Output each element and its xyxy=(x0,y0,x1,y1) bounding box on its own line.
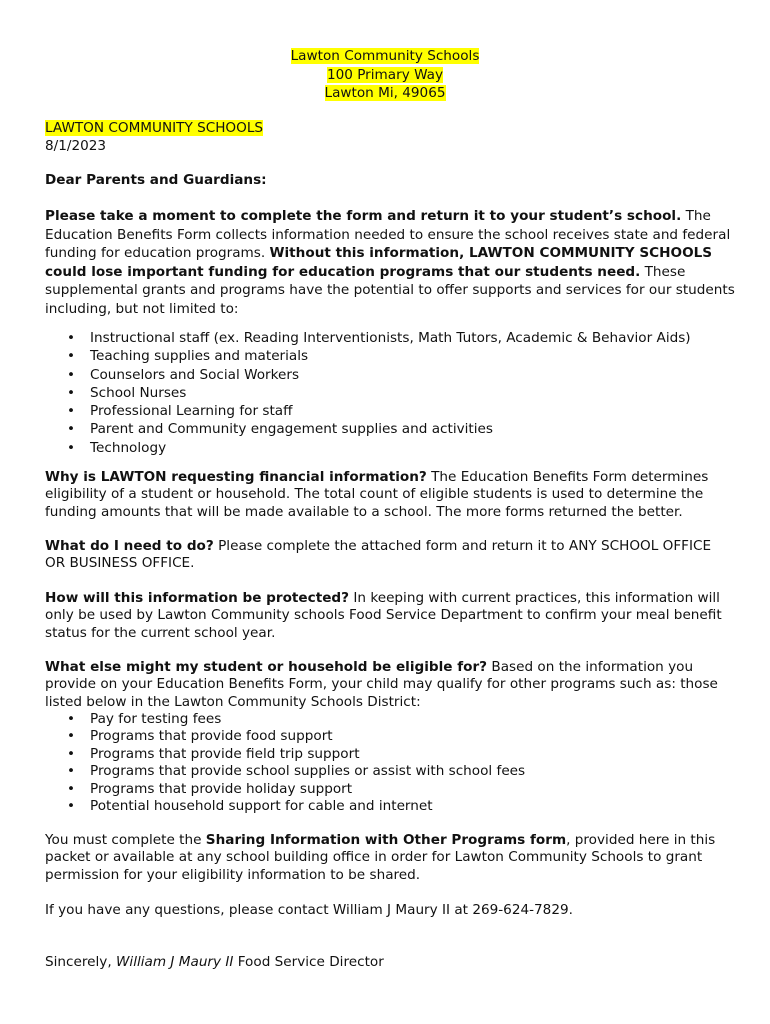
protected-question: How will this information be protected? xyxy=(45,590,350,606)
why-question: Why is LAWTON requesting financial information? xyxy=(45,469,427,485)
questions-paragraph xyxy=(45,902,735,919)
sender-name: LAWTON COMMUNITY SCHOOLS xyxy=(45,120,264,136)
list-item: • School Nurses xyxy=(45,384,735,402)
why-answer: The Education Benefits Form determines eligibility of a student or household. The total count of eligible students is used to determine the funding amounts that will be made available to a school. The more forms returned the better. xyxy=(45,469,709,520)
list-item: • Pay for testing fees xyxy=(45,711,735,728)
list-item: • Instructional staff (ex. Reading Interventionists, Math Tutors, Academic & Behavior Aids) xyxy=(45,329,735,347)
sharing-post: , provided here in this packet or available at any school building office in order for Lawton Community Schools to grant permission for your eligibility information to be shared. xyxy=(45,832,716,883)
list-item: • Programs that provide food support xyxy=(45,728,735,745)
letterhead-city: Lawton Mi, 49065 xyxy=(324,85,446,101)
list-item: • Counselors and Social Workers xyxy=(45,366,735,384)
signoff xyxy=(45,954,735,971)
list-item: • Technology xyxy=(45,439,735,457)
what-do-answer: Please complete the attached form and return it to ANY SCHOOL OFFICE OR BUSINESS OFFICE. xyxy=(45,538,712,572)
list-item: • Teaching supplies and materials xyxy=(45,347,735,365)
supports-list xyxy=(45,329,735,457)
list-item: • Professional Learning for staff xyxy=(45,402,735,420)
what-do-paragraph xyxy=(45,538,735,573)
intro-bold-1: Please take a moment to complete the form and return it to your student’s school. xyxy=(45,208,682,224)
sharing-form-name: Sharing Information with Other Programs form xyxy=(205,832,567,848)
list-item: • Programs that provide school supplies or assist with school fees xyxy=(45,763,735,780)
signoff-pre: Sincerely, xyxy=(45,954,116,970)
protected-paragraph xyxy=(45,590,735,642)
programs-list xyxy=(45,711,735,815)
greeting-text: Dear Parents and Guardians: xyxy=(45,172,267,188)
intro-paragraph xyxy=(45,207,735,319)
letterhead-org: Lawton Community Schools xyxy=(290,48,480,64)
questions-text: If you have any questions, please contact William J Maury II at 269-624-7829. xyxy=(45,902,573,918)
list-item: • Programs that provide field trip support xyxy=(45,746,735,763)
eligible-answer: Based on the information you provide on your Education Benefits Form, your child may qualify for other programs such as: those listed below in the Lawton Community Schools District: xyxy=(45,659,718,710)
eligible-paragraph xyxy=(45,659,735,711)
sender-block xyxy=(45,120,735,156)
list-item: • Programs that provide holiday support xyxy=(45,781,735,798)
intro-bold-2: Without this information, LAWTON COMMUNITY SCHOOLS could lose important funding for education programs that our students need. xyxy=(45,245,713,280)
sharing-pre: You must complete the xyxy=(45,832,206,848)
why-paragraph xyxy=(45,469,735,521)
intro-text-2: These supplemental grants and programs have the potential to offer supports and services for our students including, but not limited to: xyxy=(45,263,735,317)
greeting xyxy=(45,172,735,190)
sharing-paragraph xyxy=(45,832,735,884)
what-do-question: What do I need to do? xyxy=(45,538,214,554)
protected-answer: In keeping with current practices, this information will only be used by Lawton Community schools Food Service Department to confirm your meal benefit status for the current school year. xyxy=(45,590,722,641)
letter-date: 8/1/2023 xyxy=(45,137,107,154)
eligible-question: What else might my student or household be eligible for? xyxy=(45,659,488,675)
intro-text-1: The Education Benefits Form collects information needed to ensure the school receives state and federal funding for education programs. xyxy=(45,208,731,262)
list-item: • Potential household support for cable and internet xyxy=(45,798,735,815)
list-item: • Parent and Community engagement supplies and activities xyxy=(45,420,735,438)
signoff-name: William J Maury II xyxy=(115,954,234,970)
signoff-title: Food Service Director xyxy=(233,954,384,970)
letterhead xyxy=(0,47,770,103)
letterhead-street: 100 Primary Way xyxy=(326,66,444,83)
